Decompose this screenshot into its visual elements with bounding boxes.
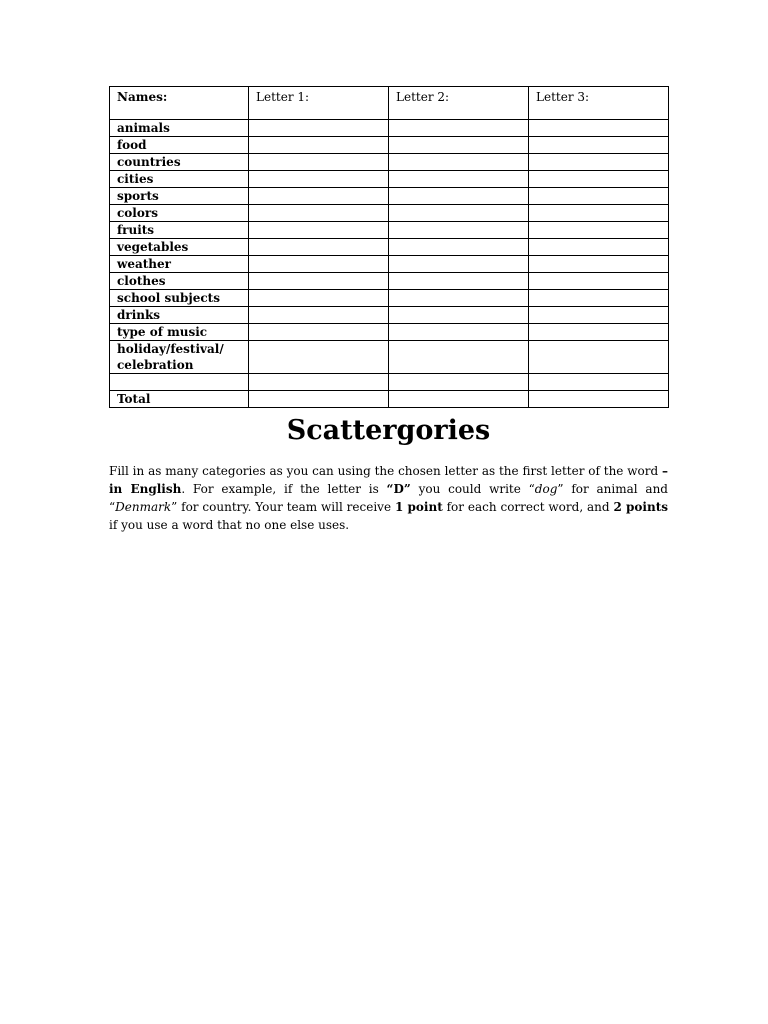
- answer-cell-letter-1[interactable]: [249, 239, 389, 256]
- answer-cell-letter-1[interactable]: [249, 171, 389, 188]
- answer-cell-letter-3[interactable]: [529, 171, 669, 188]
- table-row: [110, 239, 669, 256]
- letter-1-header: Letter 1:: [249, 87, 389, 120]
- answer-cell-letter-2[interactable]: [389, 290, 529, 307]
- instructions-example-denmark: Denmark: [115, 500, 172, 514]
- answer-cell-letter-2[interactable]: [389, 154, 529, 171]
- header-row: [110, 87, 669, 120]
- answer-cell-letter-1[interactable]: [249, 205, 389, 222]
- answer-cell-letter-2[interactable]: [389, 120, 529, 137]
- category-rows: [110, 120, 669, 408]
- answer-cell-letter-2[interactable]: [389, 171, 529, 188]
- instructions-text-5: ” for country. Your team will receive: [171, 500, 395, 514]
- table-row: [110, 120, 669, 137]
- answer-cell-letter-2[interactable]: [389, 374, 529, 391]
- answer-cell-letter-2[interactable]: [389, 205, 529, 222]
- instructions-letter-d: “D”: [386, 482, 411, 496]
- answer-cell-letter-3[interactable]: [529, 290, 669, 307]
- instructions-in-english: – in English: [109, 464, 668, 496]
- answer-cell-letter-1[interactable]: [249, 137, 389, 154]
- table-row: [110, 171, 669, 188]
- answer-cell-letter-2[interactable]: [389, 307, 529, 324]
- category-label: fruits: [110, 222, 249, 239]
- instructions-one-point: 1 point: [394, 500, 443, 514]
- answer-cell-letter-2[interactable]: [389, 239, 529, 256]
- answer-cell-letter-3[interactable]: [529, 222, 669, 239]
- answer-cell-letter-3[interactable]: [529, 341, 669, 374]
- instructions-text-7: if you use a word that no one else uses.: [109, 518, 350, 532]
- answer-cell-letter-2[interactable]: [389, 341, 529, 374]
- answer-cell-letter-1[interactable]: [249, 391, 389, 408]
- instructions-text-4: ” for animal and “: [109, 482, 668, 514]
- table-row: [110, 205, 669, 222]
- category-label: Total: [110, 391, 249, 408]
- answer-cell-letter-3[interactable]: [529, 374, 669, 391]
- letter-3-header: Letter 3:: [529, 87, 669, 120]
- answer-cell-letter-1[interactable]: [249, 290, 389, 307]
- answer-cell-letter-2[interactable]: [389, 137, 529, 154]
- category-label: clothes: [110, 273, 249, 290]
- answer-cell-letter-2[interactable]: [389, 188, 529, 205]
- answer-cell-letter-3[interactable]: [529, 205, 669, 222]
- category-label: countries: [110, 154, 249, 171]
- answer-cell-letter-1[interactable]: [249, 222, 389, 239]
- instructions-two-points: 2 points: [613, 500, 668, 514]
- category-label: type of music: [110, 324, 249, 341]
- table-row: [110, 307, 669, 324]
- table-row: [110, 324, 669, 341]
- answer-cell-letter-3[interactable]: [529, 120, 669, 137]
- answer-cell-letter-1[interactable]: [249, 120, 389, 137]
- answer-cell-letter-2[interactable]: [389, 256, 529, 273]
- answer-cell-letter-2[interactable]: [389, 324, 529, 341]
- answer-cell-letter-1[interactable]: [249, 154, 389, 171]
- category-label: animals: [110, 120, 249, 137]
- worksheet: [109, 86, 668, 534]
- table-row: [110, 374, 669, 391]
- table-row: [110, 256, 669, 273]
- answer-cell-letter-1[interactable]: [249, 324, 389, 341]
- answer-cell-letter-1[interactable]: [249, 188, 389, 205]
- category-label: [110, 374, 249, 391]
- table-row: [110, 154, 669, 171]
- answer-cell-letter-2[interactable]: [389, 222, 529, 239]
- category-label: cities: [110, 171, 249, 188]
- answer-cell-letter-2[interactable]: [389, 273, 529, 290]
- category-label: food: [110, 137, 249, 154]
- scattergories-table: [109, 86, 669, 408]
- answer-cell-letter-2[interactable]: [389, 391, 529, 408]
- page-title: Scattergories: [286, 415, 491, 446]
- category-label: holiday/festival/ celebration: [110, 341, 249, 374]
- instructions-example-dog: dog: [534, 482, 558, 496]
- answer-cell-letter-3[interactable]: [529, 188, 669, 205]
- answer-cell-letter-1[interactable]: [249, 307, 389, 324]
- names-header: Names:: [110, 87, 249, 120]
- table-row: [110, 188, 669, 205]
- category-label: school subjects: [110, 290, 249, 307]
- answer-cell-letter-3[interactable]: [529, 324, 669, 341]
- table-row: [110, 341, 669, 374]
- table-row: [110, 273, 669, 290]
- answer-cell-letter-3[interactable]: [529, 256, 669, 273]
- table-row: [110, 222, 669, 239]
- answer-cell-letter-1[interactable]: [249, 374, 389, 391]
- answer-cell-letter-3[interactable]: [529, 273, 669, 290]
- answer-cell-letter-3[interactable]: [529, 307, 669, 324]
- answer-cell-letter-1[interactable]: [249, 273, 389, 290]
- category-label: drinks: [110, 307, 249, 324]
- instructions-text-3: you could write “: [410, 482, 535, 496]
- answer-cell-letter-1[interactable]: [249, 341, 389, 374]
- answer-cell-letter-3[interactable]: [529, 391, 669, 408]
- table-row: [110, 137, 669, 154]
- instructions-paragraph: [109, 462, 668, 534]
- answer-cell-letter-3[interactable]: [529, 154, 669, 171]
- instructions-text-2: . For example, if the letter is: [181, 482, 387, 496]
- table-row: [110, 391, 669, 408]
- answer-cell-letter-3[interactable]: [529, 137, 669, 154]
- category-label: colors: [110, 205, 249, 222]
- category-label: sports: [110, 188, 249, 205]
- answer-cell-letter-3[interactable]: [529, 239, 669, 256]
- instructions-text-1: Fill in as many categories as you can using the chosen letter as the first letter of the word: [109, 464, 662, 478]
- instructions-text-6: for each correct word, and: [442, 500, 614, 514]
- answer-cell-letter-1[interactable]: [249, 256, 389, 273]
- category-label: vegetables: [110, 239, 249, 256]
- category-label: weather: [110, 256, 249, 273]
- letter-2-header: Letter 2:: [389, 87, 529, 120]
- table-row: [110, 290, 669, 307]
